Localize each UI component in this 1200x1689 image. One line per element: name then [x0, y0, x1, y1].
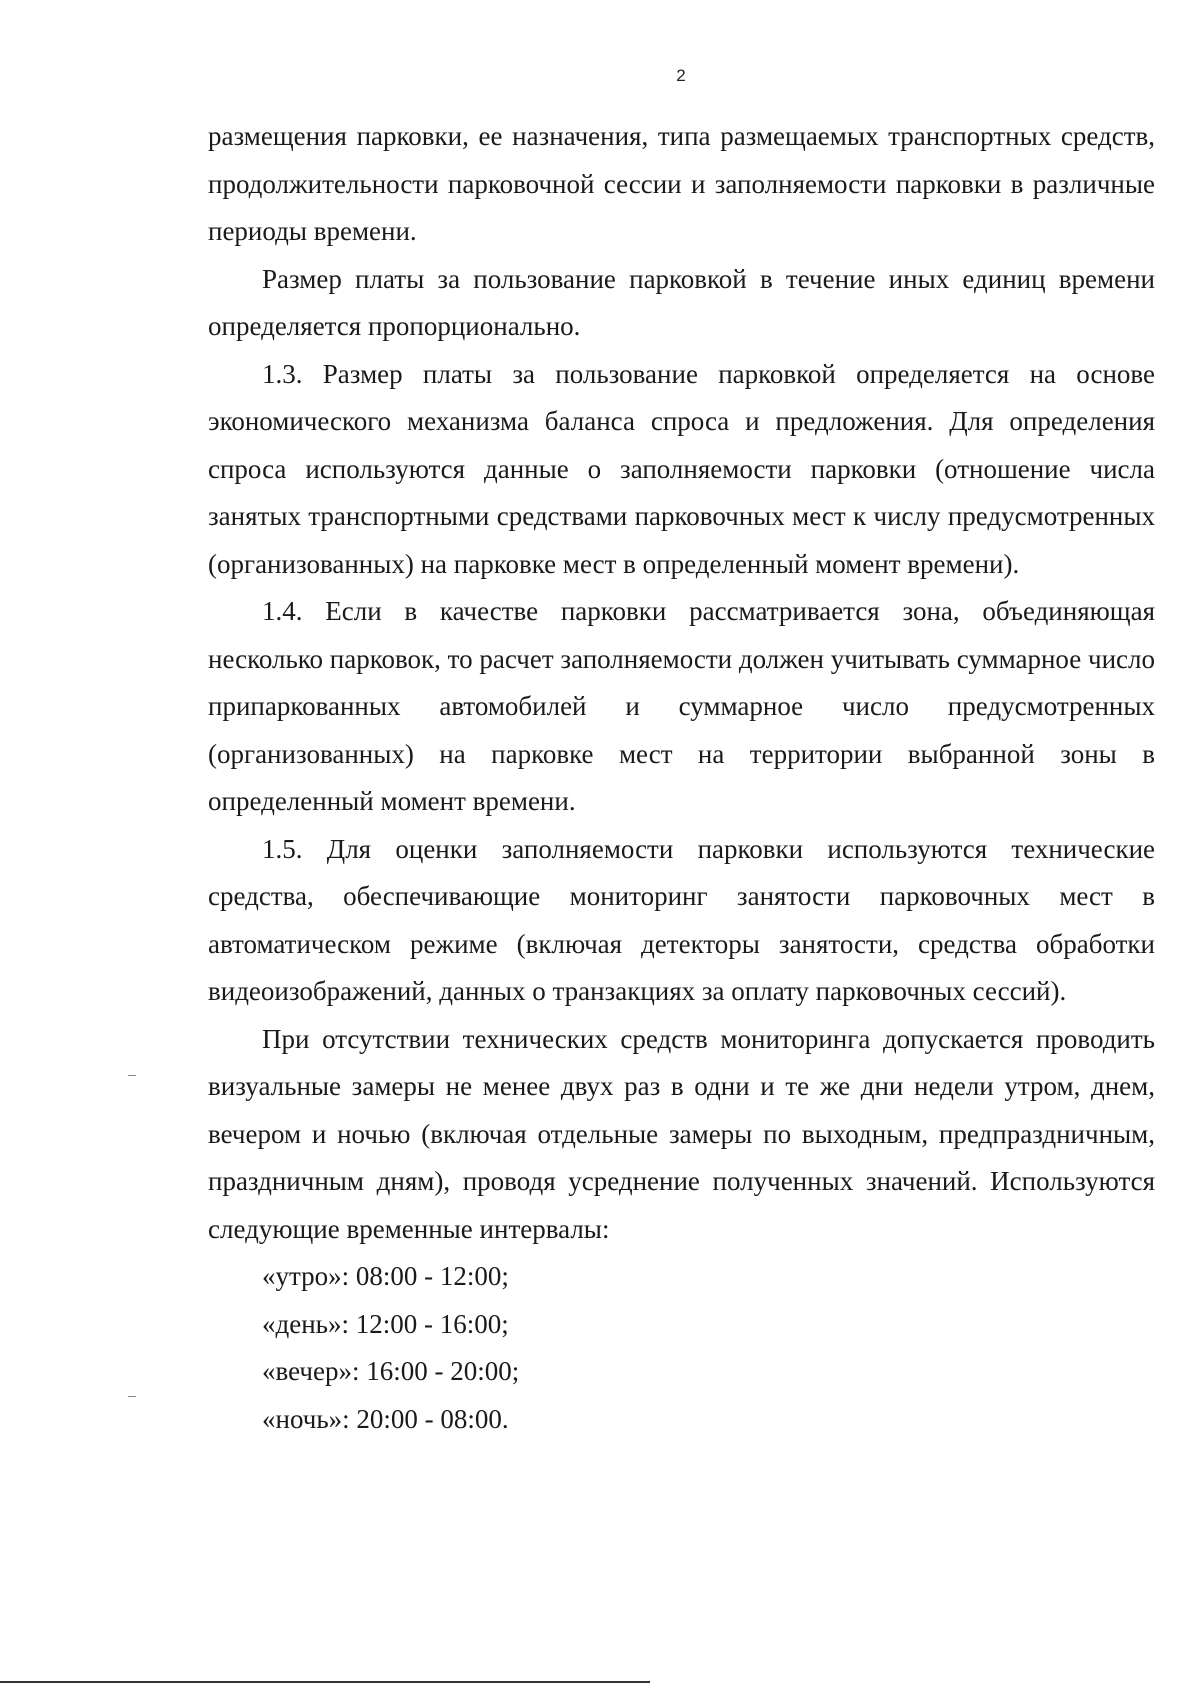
scan-margin-mark: [128, 1075, 136, 1076]
paragraph-1-4: 1.4. Если в качестве парковки рассматривается зона, объединяющая несколько парковок, то расчет заполняемости должен учитывать суммарное число припаркованных автомобилей и суммарное число предусмотренных (организованных) на парковке мест на территории выбранной зоны в определенный момент времени.: [208, 596, 1155, 816]
paragraph-continuation: размещения парковки, ее назначения, типа размещаемых транспортных средств, продолжительности парковочной сессии и заполняемости парковки в различные периоды времени.: [208, 121, 1155, 246]
interval-day: «день»: 12:00 - 16:00;: [262, 1308, 509, 1339]
scan-margin-mark: [128, 1396, 136, 1397]
paragraph-1-5: 1.5. Для оценки заполняемости парковки используются технические средства, обеспечивающие мониторинг занятости парковочных мест в автоматическом режиме (включая детекторы занятости, средства обработки видеоизображений, данных о транзакциях за оплату парковочных сессий).: [208, 833, 1155, 1006]
interval-evening: «вечер»: 16:00 - 20:00;: [262, 1356, 520, 1386]
interval-morning: «утро»: 08:00 - 12:00;: [262, 1261, 509, 1291]
page-number: 2: [676, 66, 686, 85]
paragraph-visual-measurements: При отсутствии технических средств мониторинга допускается проводить визуальные замеры не менее двух раз в одни и те же дни недели утром, днем, вечером и ночью (включая отдельные замеры по выходным, предпраздничным, праздничным дням), проводя усреднение полученных значений. Используются следующие временные интервалы:: [208, 1023, 1155, 1244]
time-intervals-list: [208, 1253, 1155, 1443]
interval-night: «ночь»: 20:00 - 08:00.: [262, 1403, 509, 1434]
paragraph-1-3: 1.3. Размер платы за пользование парковкой определяется на основе экономического механизма баланса спроса и предложения. Для определения спроса используются данные о заполняемости парковки (отношение числа занятых транспортными средствами парковочных мест к числу предусмотренных (организованных) на парковке мест в определенный момент времени).: [208, 358, 1155, 579]
page-bottom-rule: [0, 1681, 650, 1683]
document-body: [208, 113, 1155, 1443]
paragraph-fee-proportional: Размер платы за пользование парковкой в течение иных единиц времени определяется пропорционально.: [208, 263, 1155, 341]
